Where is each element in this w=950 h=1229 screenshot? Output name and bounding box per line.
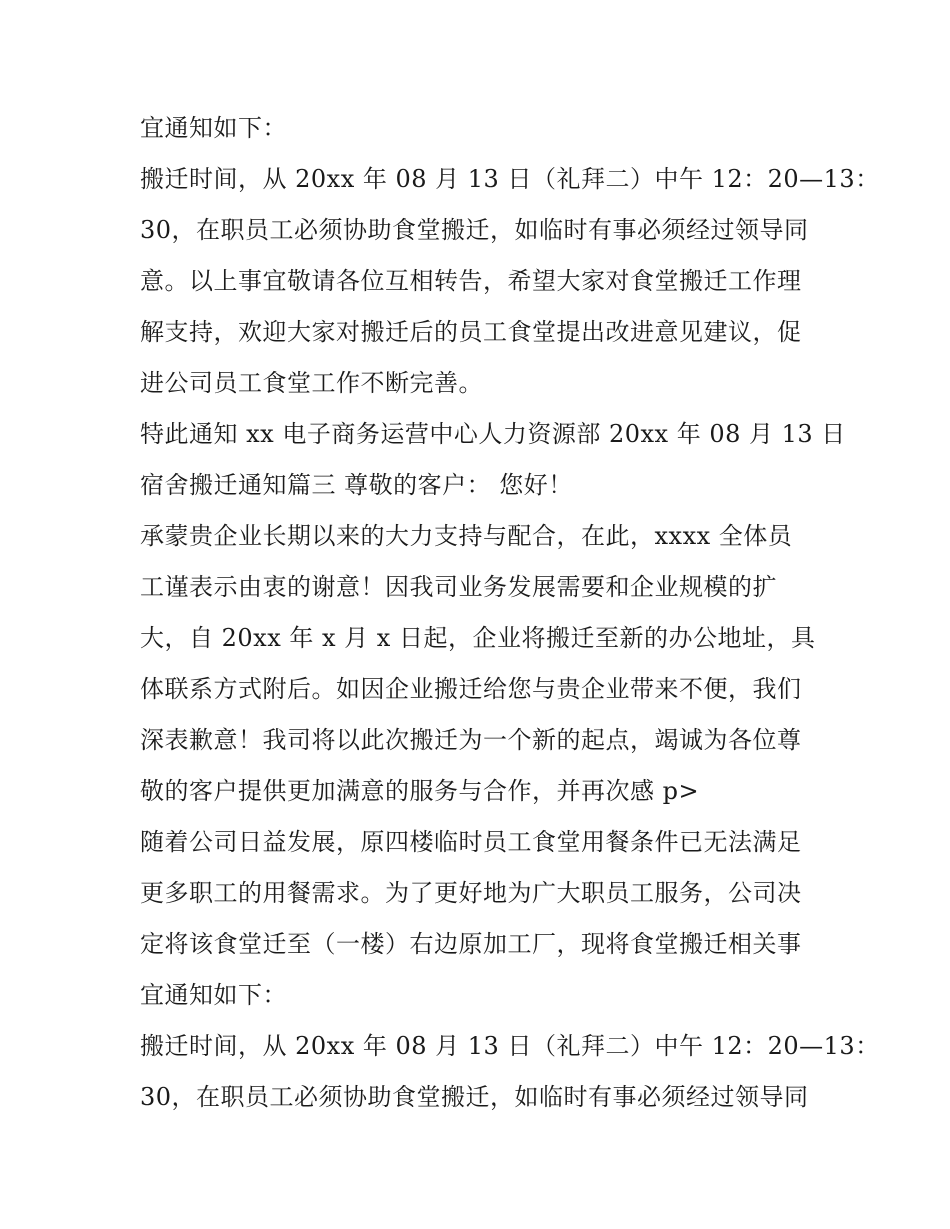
text-line: 意。以上事宜敬请各位互相转告，希望大家对食堂搬迁工作理 xyxy=(140,267,802,295)
text-line: 宜通知如下： xyxy=(140,114,287,142)
text-line: 体联系方式附后。如因企业搬迁给您与贵企业带来不便，我们 xyxy=(140,675,802,703)
text-line: 深表歉意！我司将以此次搬迁为一个新的起点，竭诚为各位尊 xyxy=(140,726,802,754)
text-line: 30，在职员工必须协助食堂搬迁，如临时有事必须经过领导同 xyxy=(140,1083,809,1111)
text-line: 宜通知如下： xyxy=(140,981,287,1009)
text-line: 随着公司日益发展，原四楼临时员工食堂用餐条件已无法满足 xyxy=(140,828,802,856)
text-line: 进公司员工食堂工作不断完善。 xyxy=(140,369,483,397)
text-line: 敬的客户提供更加满意的服务与合作，并再次感 p> xyxy=(140,777,700,805)
text-line: 搬迁时间，从 20xx 年 08 月 13 日（礼拜二）中午 12：20—13： xyxy=(140,1032,880,1060)
text-line: 特此通知 xx 电子商务运营中心人力资源部 20xx 年 08 月 13 日 xyxy=(140,420,846,448)
text-line: 宿舍搬迁通知篇三 尊敬的客户： 您好！ xyxy=(140,471,573,499)
text-line: 更多职工的用餐需求。为了更好地为广大职员工服务，公司决 xyxy=(140,879,802,907)
text-line: 工谨表示由衷的谢意！因我司业务发展需要和企业规模的扩 xyxy=(140,573,777,601)
text-line: 大，自 20xx 年 x 月 x 日起，企业将搬迁至新的办公地址，具 xyxy=(140,624,816,652)
text-line: 搬迁时间，从 20xx 年 08 月 13 日（礼拜二）中午 12：20—13： xyxy=(140,165,880,193)
text-line: 解支持，欢迎大家对搬迁后的员工食堂提出改进意见建议，促 xyxy=(140,318,802,346)
text-line: 定将该食堂迁至（一楼）右边原加工厂，现将食堂搬迁相关事 xyxy=(140,930,802,958)
text-line: 承蒙贵企业长期以来的大力支持与配合，在此，xxxx 全体员 xyxy=(140,522,793,550)
text-line: 30，在职员工必须协助食堂搬迁，如临时有事必须经过领导同 xyxy=(140,216,809,244)
